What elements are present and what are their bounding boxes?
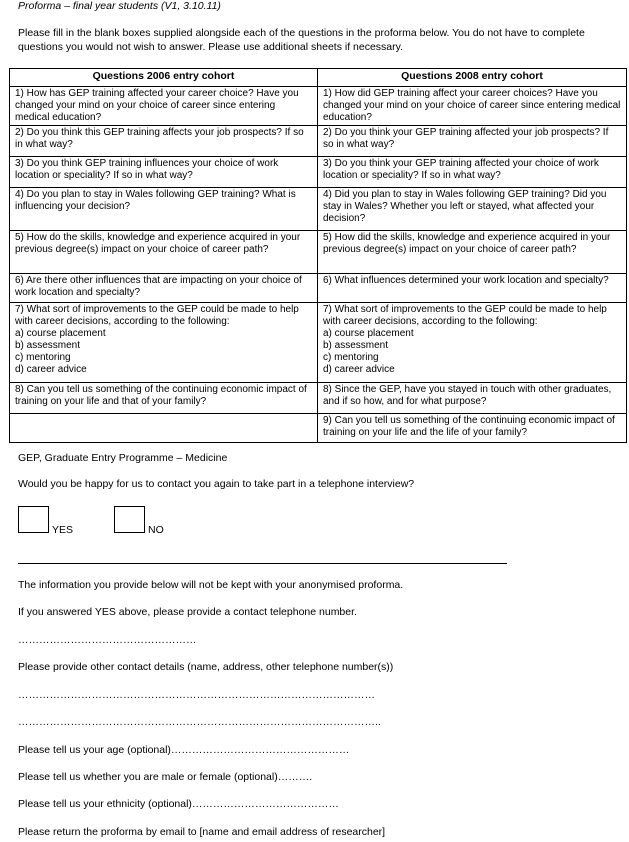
other-details-field-1[interactable]: ………………………………………………………………………………………… xyxy=(18,689,375,701)
question-2006: 5) How do the skills, knowledge and experience acquired in your previous degree(s) impact on your choice of career path? xyxy=(10,231,318,274)
questions-table xyxy=(9,68,627,443)
table-row xyxy=(10,231,627,274)
section-divider xyxy=(18,563,507,564)
table-row xyxy=(10,414,627,443)
question-2008: 1) How did GEP training affect your career choices? Have you changed your mind on your choice of career since entering medical education? xyxy=(318,87,627,126)
intro-text: Please fill in the blank boxes supplied alongside each of the questions in the proforma below. You do not have to complete questions you would not wish to answer. Please use additional sheets if necessary. xyxy=(18,27,585,53)
answer-cell-empty[interactable] xyxy=(10,414,318,443)
no-checkbox[interactable] xyxy=(114,506,145,533)
document-header: Proforma – final year students (V1, 3.10.11) xyxy=(18,0,221,12)
return-instructions: Please return the proforma by email to [name and email address of researcher] xyxy=(18,826,386,838)
question-2008: 9) Can you tell us something of the continuing economic impact of training on your life and the life of your family? xyxy=(318,414,627,443)
question-2006: 1) How has GEP training affected your career choice? Have you changed your mind on your choice of career since entering medical education? xyxy=(10,87,318,126)
question-2008: 3) Do you think your GEP training affected your choice of work location or speciality? If so in what way? xyxy=(318,157,627,188)
question-2006: 3) Do you think GEP training influences your choice of work location or speciality? If so in what way? xyxy=(10,157,318,188)
gep-footnote: GEP, Graduate Entry Programme – Medicine xyxy=(18,452,228,464)
table-header-row xyxy=(10,69,627,87)
question-2006: 4) Do you plan to stay in Wales following GEP training? What is influencing your decision? xyxy=(10,188,318,231)
question-2008: 5) How did the skills, knowledge and experience acquired in your previous degree(s) impact on your choice of career path? xyxy=(318,231,627,274)
other-details-field-2[interactable]: ………………………………………………………………………………………….. xyxy=(18,716,381,728)
question-2008: 8) Since the GEP, have you stayed in touch with other graduates, and if so how, and for what purpose? xyxy=(318,383,627,414)
question-2008: 7) What sort of improvements to the GEP could be made to help with career decisions, according to the following: a) course placement b) assessment c) mentoring d) career advice xyxy=(318,303,627,383)
question-2006: 8) Can you tell us something of the continuing economic impact of training on your life and that of your family? xyxy=(10,383,318,414)
no-label: NO xyxy=(148,524,164,536)
question-2008: 6) What influences determined your work location and specialty? xyxy=(318,274,627,303)
other-details-prompt: Please provide other contact details (name, address, other telephone number(s)) xyxy=(18,661,394,673)
table-row xyxy=(10,126,627,157)
table-row xyxy=(10,383,627,414)
info-note: The information you provide below will not be kept with your anonymised proforma. xyxy=(18,579,404,591)
gender-prompt[interactable]: Please tell us whether you are male or female (optional)………. xyxy=(18,771,313,783)
table-row xyxy=(10,87,627,126)
question-2006: 7) What sort of improvements to the GEP could be made to help with career decisions, according to the following: a) course placement b) assessment c) mentoring d) career advice xyxy=(10,303,318,383)
table-row xyxy=(10,303,627,383)
header-2008-cohort: Questions 2008 entry cohort xyxy=(318,69,627,87)
phone-prompt: If you answered YES above, please provide a contact telephone number. xyxy=(18,606,357,618)
table-row xyxy=(10,274,627,303)
header-2006-cohort: Questions 2006 entry cohort xyxy=(10,69,318,87)
yes-checkbox[interactable] xyxy=(18,506,49,533)
phone-field[interactable]: …………………………………………… xyxy=(18,634,197,646)
age-prompt[interactable]: Please tell us your age (optional)…………………………………………… xyxy=(18,744,350,756)
table-row xyxy=(10,188,627,231)
question-2008: 2) Do you think your GEP training affected your job prospects? If so in what way? xyxy=(318,126,627,157)
ethnicity-prompt[interactable]: Please tell us your ethnicity (optional)…………………………………… xyxy=(18,798,339,810)
question-2006: 2) Do you think this GEP training affects your job prospects? If so in what way? xyxy=(10,126,318,157)
question-2006: 6) Are there other influences that are impacting on your choice of work location and specialty? xyxy=(10,274,318,303)
table-row xyxy=(10,157,627,188)
question-2008: 4) Did you plan to stay in Wales following GEP training? Did you stay in Wales? Whether you left or stayed, what affected your decision? xyxy=(318,188,627,231)
contact-question: Would you be happy for us to contact you again to take part in a telephone interview? xyxy=(18,478,415,490)
yes-label: YES xyxy=(52,524,74,536)
